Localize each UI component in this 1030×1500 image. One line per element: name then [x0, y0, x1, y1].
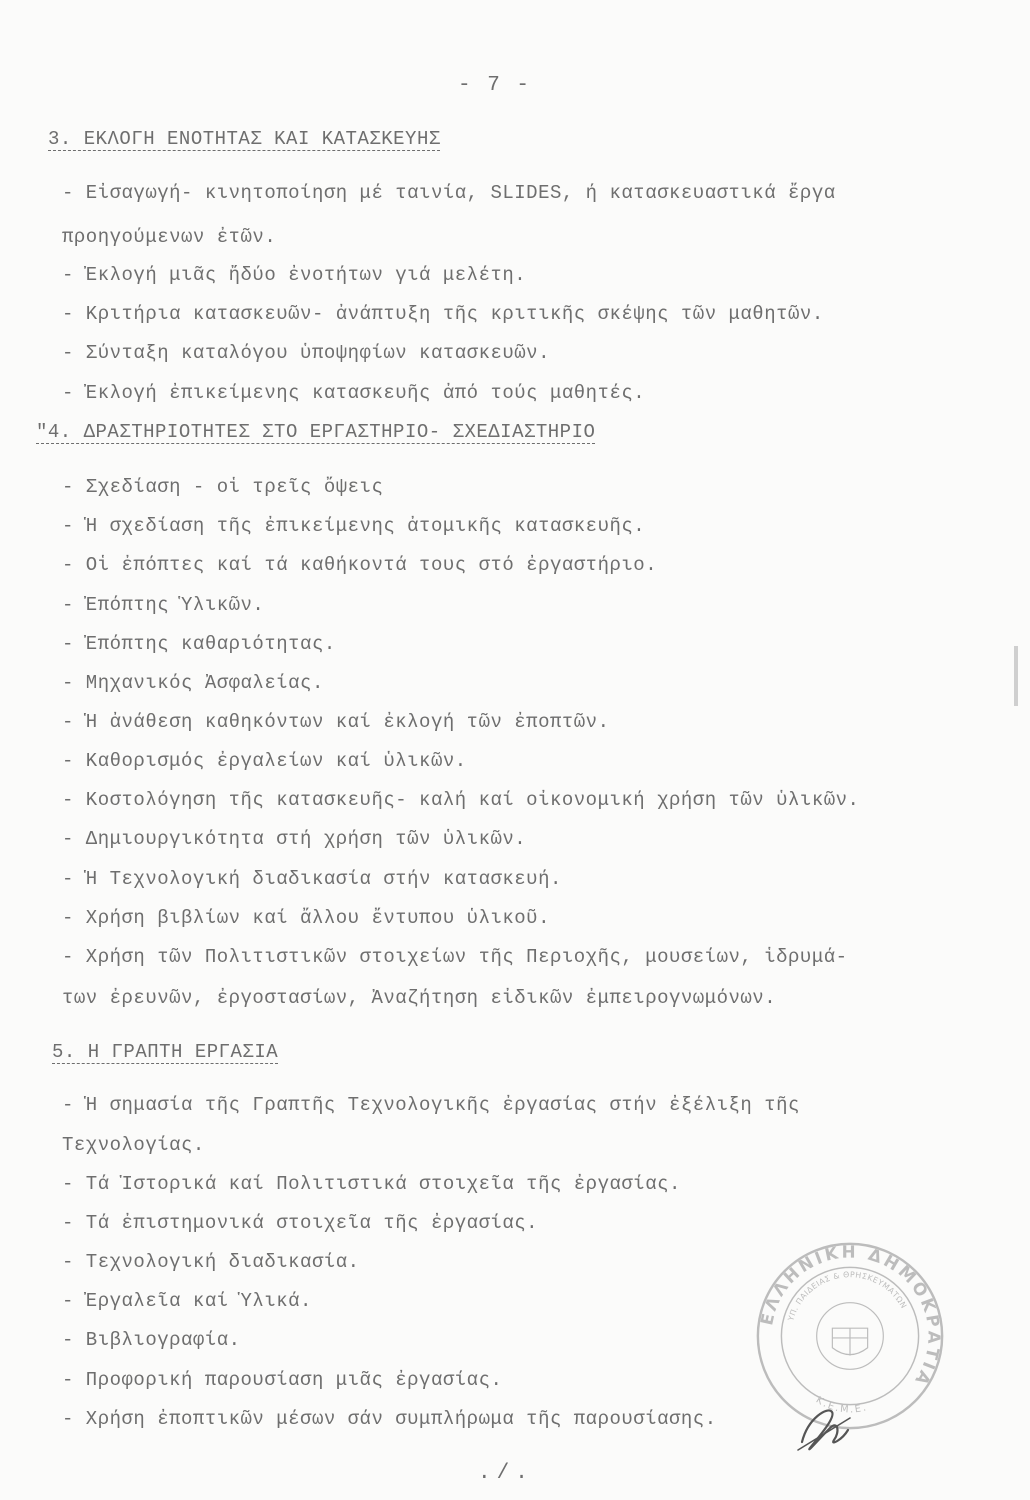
list-item: - Προφορική παρουσίαση μιᾶς ἐργασίας. — [62, 1369, 503, 1391]
svg-text:Κ.Ε.Μ.Ε.: Κ.Ε.Μ.Ε. — [813, 1394, 870, 1416]
continuation-mark: ./. — [478, 1462, 534, 1485]
list-item: - Ἐκλογή ἐπικείμενης κατασκευῆς ἀπό τούς μαθητές. — [62, 382, 646, 404]
list-item: - Καθορισμός ἐργαλείων καί ὑλικῶν. — [62, 750, 467, 772]
list-item: - Χρήση τῶν Πολιτιστικῶν στοιχείων τῆς Περιοχῆς, μουσείων, ἱδρυμά- — [62, 946, 848, 968]
list-item: - Κριτήρια κατασκευῶν- ἀνάπτυξη τῆς κριτικῆς σκέψης τῶν μαθητῶν. — [62, 303, 824, 325]
page-number: - 7 - — [458, 74, 532, 97]
list-item: - Βιβλιογραφία. — [62, 1329, 241, 1351]
list-item: - Ἡ σημασία τῆς Γραπτῆς Τεχνολογικῆς ἐργασίας στήν ἐξέλιξη τῆς — [62, 1094, 800, 1116]
svg-text:ΥΠ. ΠΑΙΔΕΙΑΣ & ΘΡΗΣΚΕΥΜΑΤΩΝ: ΥΠ. ΠΑΙΔΕΙΑΣ & ΘΡΗΣΚΕΥΜΑΤΩΝ — [786, 1270, 909, 1323]
section-heading-3: 3. ΕΚΛΟΓΗ ΕΝΟΤΗΤΑΣ ΚΑΙ ΚΑΤΑΣΚΕΥΗΣ — [48, 128, 441, 150]
list-item: - Δημιουργικότητα στή χρήση τῶν ὑλικῶν. — [62, 828, 527, 850]
list-item: - Κοστολόγηση τῆς κατασκευῆς- καλή καί οἰκονομική χρήση τῶν ὑλικῶν. — [62, 789, 860, 811]
section-heading-4: "4. ΔΡΑΣΤΗΡΙΟΤΗΤΕΣ ΣΤΟ ΕΡΓΑΣΤΗΡΙΟ- ΣΧΕΔΙΑΣΤΗΡΙΟ — [36, 421, 596, 443]
svg-text:ΕΛΛΗΝΙΚΗ ΔΗΜΟΚΡΑΤΙΑ: ΕΛΛΗΝΙΚΗ ΔΗΜΟΚΡΑΤΙΑ — [757, 1242, 944, 1391]
list-item: - Ἡ ἀνάθεση καθηκόντων καί ἐκλογή τῶν ἐποπτῶν. — [62, 711, 610, 733]
list-item: - Ἡ σχεδίαση τῆς ἐπικείμενης ἀτομικῆς κατασκευῆς. — [62, 515, 646, 537]
list-item: των ἐρευνῶν, ἐργοστασίων, Ἀναζήτηση εἰδικῶν ἐμπειρογνωμόνων. — [62, 987, 777, 1009]
list-item: - Ἐπόπτης καθαριότητας. — [62, 633, 336, 655]
list-item: - Ἐργαλεῖα καί Ὑλικά. — [62, 1290, 312, 1312]
list-item: - Χρήση βιβλίων καί ἄλλου ἔντυπου ὑλικοῦ. — [62, 907, 550, 929]
list-item: - Ἐπόπτης Ὑλικῶν. — [62, 594, 265, 616]
list-item: - Τά ἐπιστημονικά στοιχεῖα τῆς ἐργασίας. — [62, 1212, 539, 1234]
signature-icon — [780, 1388, 860, 1468]
list-item: Τεχνολογίας. — [62, 1134, 205, 1156]
list-item: - Ἐκλογή μιᾶς ἤδύο ἐνοτήτων γιά μελέτη. — [62, 264, 527, 286]
list-item: - Σχεδίαση - οἱ τρεῖς ὄψεις — [62, 476, 384, 498]
list-item: προηγούμενων ἐτῶν. — [62, 226, 277, 248]
list-item: - Μηχανικός Ἀσφαλείας. — [62, 672, 324, 694]
list-item: - Χρήση ἐποπτικῶν μέσων σάν συμπλήρωμα τῆς παρουσίασης. — [62, 1408, 717, 1430]
list-item: - Τεχνολογική διαδικασία. — [62, 1251, 360, 1273]
list-item: - Τά Ἱστορικά καί Πολιτιστικά στοιχεῖα τῆς ἐργασίας. — [62, 1173, 681, 1195]
list-item: - Σύνταξη καταλόγου ὑποψηφίων κατασκευῶν. — [62, 342, 550, 364]
list-item: - Ἡ Τεχνολογική διαδικασία στήν κατασκευή. — [62, 868, 562, 890]
section-heading-5: 5. Η ΓΡΑΠΤΗ ΕΡΓΑΣΙΑ — [52, 1041, 279, 1063]
list-item: - Εἰσαγωγή- κινητοποίηση μέ ταινία, SLIDES, ή κατασκευαστικά ἔργα — [62, 182, 836, 204]
scan-edge-mark — [1014, 646, 1018, 706]
list-item: - Οἱ ἐπόπτες καί τά καθήκοντά τους στό ἐργαστήριο. — [62, 554, 658, 576]
